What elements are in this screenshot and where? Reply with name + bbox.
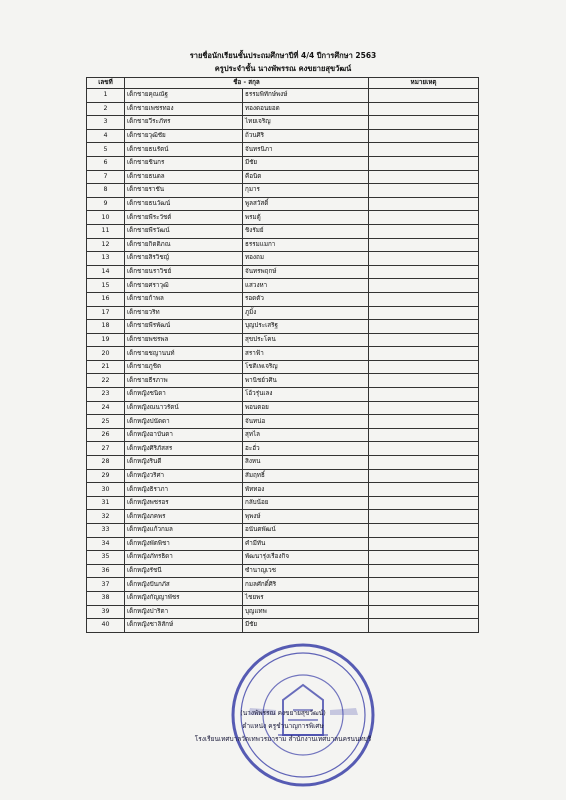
row-note: [369, 156, 479, 170]
row-number: 16: [87, 292, 125, 306]
table-row: [87, 374, 479, 388]
row-last-name: จันทน่อ: [243, 415, 369, 429]
row-number: 4: [87, 129, 125, 143]
row-number: 39: [87, 605, 125, 619]
row-first-name: เด็กชายนราวิชย์: [125, 265, 243, 279]
row-first-name: เด็กชายพีรพัฒน์: [125, 320, 243, 334]
row-number: 27: [87, 442, 125, 456]
row-first-name: เด็กหญิงภคพร: [125, 510, 243, 524]
row-number: 3: [87, 116, 125, 130]
row-number: 6: [87, 156, 125, 170]
table-row: [87, 415, 479, 429]
table-row: [87, 102, 479, 116]
table-row: [87, 238, 479, 252]
row-note: [369, 469, 479, 483]
row-last-name: ฮะฮั่ว: [243, 442, 369, 456]
row-number: 22: [87, 374, 125, 388]
student-table: [86, 77, 479, 633]
row-number: 17: [87, 306, 125, 320]
row-last-name: พัททอง: [243, 483, 369, 497]
row-last-name: มีชัย: [243, 619, 369, 633]
row-first-name: เด็กหญิงพชรอร: [125, 496, 243, 510]
row-number: 28: [87, 456, 125, 470]
row-last-name: ทองดอนยอด: [243, 102, 369, 116]
row-first-name: เด็กชายชญานนท์: [125, 347, 243, 361]
table-row: [87, 537, 479, 551]
table-row: [87, 483, 479, 497]
row-note: [369, 510, 479, 524]
table-row: [87, 551, 479, 565]
row-note: [369, 129, 479, 143]
row-first-name: เด็กชายพีรวัฒน์: [125, 224, 243, 238]
header-name: ชื่อ - สกุล: [125, 78, 369, 89]
row-last-name: แสวงหา: [243, 279, 369, 293]
row-last-name: บุญประเสริฐ: [243, 320, 369, 334]
row-first-name: เด็กหญิงชาลิสักษ์: [125, 619, 243, 633]
table-row: [87, 170, 479, 184]
row-note: [369, 428, 479, 442]
row-note: [369, 551, 479, 565]
row-last-name: บุญแทพ: [243, 605, 369, 619]
row-number: 24: [87, 401, 125, 415]
table-row: [87, 184, 479, 198]
row-first-name: เด็กหญิงรินดี: [125, 456, 243, 470]
table-row: [87, 143, 479, 157]
row-note: [369, 360, 479, 374]
row-note: [369, 89, 479, 103]
row-first-name: เด็กชายพีระวัชต์: [125, 211, 243, 225]
table-row: [87, 265, 479, 279]
table-row: [87, 252, 479, 266]
row-note: [369, 292, 479, 306]
row-last-name: โชติเพเจริญ: [243, 360, 369, 374]
row-first-name: เด็กหญิงอาบันตา: [125, 428, 243, 442]
table-row: [87, 211, 479, 225]
row-first-name: เด็กหญิงพัตพิชา: [125, 537, 243, 551]
table-row: [87, 129, 479, 143]
row-last-name: พัฒนารุ่งเรืองกิจ: [243, 551, 369, 565]
row-last-name: อนันตพัฒน์: [243, 524, 369, 538]
table-row: [87, 306, 479, 320]
row-number: 8: [87, 184, 125, 198]
row-number: 26: [87, 428, 125, 442]
table-row: [87, 496, 479, 510]
row-last-name: คำมีทัน: [243, 537, 369, 551]
row-note: [369, 265, 479, 279]
row-last-name: สุทไล: [243, 428, 369, 442]
table-body: [87, 89, 479, 633]
row-number: 10: [87, 211, 125, 225]
row-note: [369, 143, 479, 157]
row-number: 18: [87, 320, 125, 334]
signer-name: (นางพัพรรณ คงขยายสุขวัฒน์): [240, 709, 326, 717]
row-last-name: พานิชย์วศิน: [243, 374, 369, 388]
row-last-name: จันทรพฤกษ์: [243, 265, 369, 279]
table-row: [87, 320, 479, 334]
row-first-name: เด็กชายราชัน: [125, 184, 243, 198]
row-number: 19: [87, 333, 125, 347]
table-row: [87, 619, 479, 633]
row-note: [369, 279, 479, 293]
table-row: [87, 197, 479, 211]
row-number: 35: [87, 551, 125, 565]
table-row: [87, 224, 479, 238]
table-row: [87, 524, 479, 538]
row-number: 12: [87, 238, 125, 252]
row-last-name: ไทยเจริญ: [243, 116, 369, 130]
row-note: [369, 456, 479, 470]
row-first-name: เด็กหญิงรัชนี: [125, 564, 243, 578]
row-first-name: เด็กหญิงภัทรธิดา: [125, 551, 243, 565]
row-last-name: ไชยพร: [243, 591, 369, 605]
row-note: [369, 197, 479, 211]
row-first-name: เด็กชายชินกร: [125, 156, 243, 170]
table-row: [87, 89, 479, 103]
row-first-name: เด็กชายธนรัตน์: [125, 143, 243, 157]
row-first-name: เด็กชายภูชิต: [125, 360, 243, 374]
row-first-name: เด็กหญิงธิราภา: [125, 483, 243, 497]
row-last-name: กมลศักดิ์ศิริ: [243, 578, 369, 592]
row-number: 37: [87, 578, 125, 592]
row-last-name: กุมาร: [243, 184, 369, 198]
row-last-name: พุพงษ์: [243, 510, 369, 524]
row-number: 32: [87, 510, 125, 524]
row-first-name: เด็กหญิงปนัดดา: [125, 415, 243, 429]
table-row: [87, 388, 479, 402]
row-number: 14: [87, 265, 125, 279]
row-last-name: พูลสวัสดิ์: [243, 197, 369, 211]
table-row: [87, 401, 479, 415]
row-number: 31: [87, 496, 125, 510]
row-number: 15: [87, 279, 125, 293]
row-first-name: เด็กหญิงกัญญาพัชร: [125, 591, 243, 605]
row-last-name: ทองถม: [243, 252, 369, 266]
row-note: [369, 619, 479, 633]
row-last-name: สุขประโคน: [243, 333, 369, 347]
row-number: 40: [87, 619, 125, 633]
table-row: [87, 578, 479, 592]
row-first-name: เด็กหญิงวริศา: [125, 469, 243, 483]
row-note: [369, 224, 479, 238]
row-note: [369, 578, 479, 592]
row-number: 23: [87, 388, 125, 402]
row-note: [369, 320, 479, 334]
table-row: [87, 360, 479, 374]
row-first-name: เด็กหญิงณนาวรัตน์: [125, 401, 243, 415]
header-note: หมายเหตุ: [369, 78, 479, 89]
row-first-name: เด็กชายวริท: [125, 306, 243, 320]
row-last-name: มีชัย: [243, 156, 369, 170]
row-number: 34: [87, 537, 125, 551]
document-subtitle: ครูประจำชั้น นางพัพรรณ คงขยายสุขวัฒน์: [214, 64, 352, 73]
row-note: [369, 102, 479, 116]
row-last-name: พอนตอย: [243, 401, 369, 415]
row-number: 13: [87, 252, 125, 266]
row-note: [369, 388, 479, 402]
row-number: 2: [87, 102, 125, 116]
row-first-name: เด็กชายเพชรทอง: [125, 102, 243, 116]
row-last-name: กลับน้อย: [243, 496, 369, 510]
row-note: [369, 537, 479, 551]
table-row: [87, 156, 479, 170]
row-last-name: ธรรมแมกา: [243, 238, 369, 252]
row-note: [369, 116, 479, 130]
table-row: [87, 279, 479, 293]
row-last-name: ธรรมพิทักษ์พงษ์: [243, 89, 369, 103]
table-header-row: [87, 78, 479, 89]
row-number: 36: [87, 564, 125, 578]
row-first-name: เด็กชายศราวุฒิ: [125, 279, 243, 293]
row-first-name: เด็กหญิงแก้วกมล: [125, 524, 243, 538]
row-first-name: เด็กชายคุณณัฐ: [125, 89, 243, 103]
table-row: [87, 591, 479, 605]
row-last-name: คือนิต: [243, 170, 369, 184]
row-first-name: เด็กชายวุฒิชัย: [125, 129, 243, 143]
row-note: [369, 184, 479, 198]
row-note: [369, 524, 479, 538]
row-last-name: สิงหน: [243, 456, 369, 470]
table-row: [87, 333, 479, 347]
row-first-name: เด็กหญิงชนิดา: [125, 388, 243, 402]
row-number: 25: [87, 415, 125, 429]
row-first-name: เด็กชายก้าพล: [125, 292, 243, 306]
row-last-name: สราฟ้า: [243, 347, 369, 361]
row-note: [369, 591, 479, 605]
signer-position: ตำแหน่ง ครูชำนาญการพิเศษ: [242, 722, 324, 730]
row-number: 38: [87, 591, 125, 605]
row-note: [369, 374, 479, 388]
row-note: [369, 238, 479, 252]
row-number: 30: [87, 483, 125, 497]
table-row: [87, 510, 479, 524]
row-first-name: เด็กชายกิตติภณ: [125, 238, 243, 252]
row-note: [369, 211, 479, 225]
row-last-name: ภูมิ้ง: [243, 306, 369, 320]
row-note: [369, 401, 479, 415]
row-note: [369, 605, 479, 619]
row-number: 1: [87, 89, 125, 103]
row-first-name: เด็กหญิงปาริตา: [125, 605, 243, 619]
row-last-name: ชิงรัมย์: [243, 224, 369, 238]
row-first-name: เด็กหญิงปันกภัส: [125, 578, 243, 592]
table-row: [87, 292, 479, 306]
row-last-name: โอ้วรุ่นเลง: [243, 388, 369, 402]
row-note: [369, 564, 479, 578]
row-note: [369, 347, 479, 361]
table-row: [87, 442, 479, 456]
row-note: [369, 496, 479, 510]
row-first-name: เด็กชายสิรวิชญ์: [125, 252, 243, 266]
row-note: [369, 442, 479, 456]
row-number: 20: [87, 347, 125, 361]
row-note: [369, 252, 479, 266]
row-last-name: รอดตัว: [243, 292, 369, 306]
row-first-name: เด็กชายธนดล: [125, 170, 243, 184]
row-last-name: สัมฤทธิ์: [243, 469, 369, 483]
row-last-name: พรมตู้: [243, 211, 369, 225]
table-row: [87, 428, 479, 442]
signer-school: โรงเรียนเทศบาลวัดเทพวรมาราม สำนักงานเทศบาลนครนนทบุรี: [194, 735, 372, 743]
table-row: [87, 347, 479, 361]
document-title: รายชื่อนักเรียนชั้นประถมศึกษาปีที่ 4/4 ปีการศึกษา 2563: [189, 51, 377, 60]
row-note: [369, 306, 479, 320]
table-row: [87, 456, 479, 470]
row-number: 21: [87, 360, 125, 374]
row-note: [369, 415, 479, 429]
row-first-name: เด็กหญิงศิริภัสสร: [125, 442, 243, 456]
row-note: [369, 170, 479, 184]
table-row: [87, 605, 479, 619]
table-row: [87, 116, 479, 130]
row-number: 5: [87, 143, 125, 157]
row-first-name: เด็กชายพชรพล: [125, 333, 243, 347]
table-row: [87, 564, 479, 578]
row-first-name: เด็กชายวีระภัทร: [125, 116, 243, 130]
row-number: 29: [87, 469, 125, 483]
table-row: [87, 469, 479, 483]
row-note: [369, 483, 479, 497]
row-number: 7: [87, 170, 125, 184]
row-last-name: ถ้วนศิริ: [243, 129, 369, 143]
row-last-name: จันทรนิภา: [243, 143, 369, 157]
row-number: 11: [87, 224, 125, 238]
row-number: 33: [87, 524, 125, 538]
header-number: เลขที่: [87, 78, 125, 89]
row-number: 9: [87, 197, 125, 211]
row-last-name: ซำนาญเวช: [243, 564, 369, 578]
row-first-name: เด็กชายธีรภาพ: [125, 374, 243, 388]
row-note: [369, 333, 479, 347]
row-first-name: เด็กชายธนวัฒน์: [125, 197, 243, 211]
